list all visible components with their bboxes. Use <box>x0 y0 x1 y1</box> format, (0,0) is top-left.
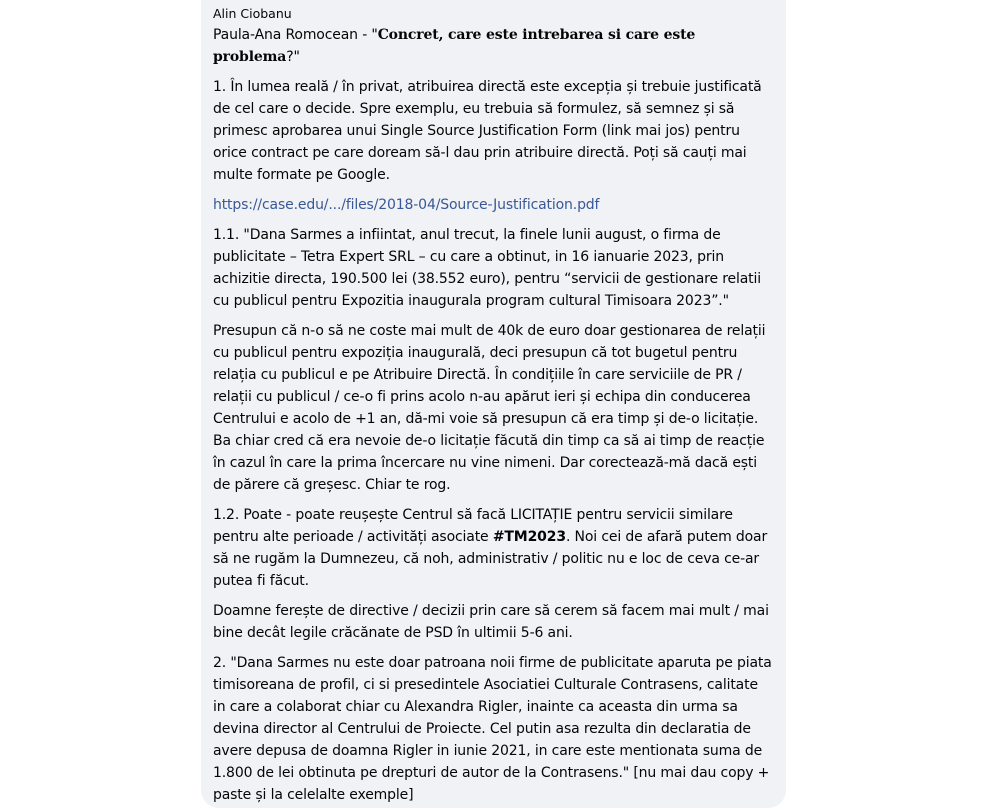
paragraph-presupun: Presupun că n-o să ne coste mai mult de 40k de euro doar gestionarea de relații cu publicul pentru expoziția inaugurală, deci presupun că tot bugetul pentru relația cu publicul e pe Atribuire Directă. În condițiile în care serviciile de PR / relații cu publicul / ce-o fi prins acolo n-au apărut ieri și echipa din conducerea Centrului e acolo de +1 an, dă-mi voie să presupun că era timp și de-o licitație. Ba chiar cred că era nevoie de-o licitație făcută din timp ca să ai timp de reacție în cazul în care la prima încercare nu vine nimeni. Dar corectează-mă dacă ești de părere că greșesc. Chiar te rog. <box>213 323 766 493</box>
link-paragraph <box>213 194 774 216</box>
quote-suffix: ?" <box>286 49 300 65</box>
paragraph-1-2-after: . Noi cei de afară putem doar să ne rugăm la Dumnezeu, că noh, administrativ / politic nu e loc de ceva ce-ar putea fi făcut. <box>213 529 768 589</box>
paragraph-1-2-before: 1.2. Poate - poate reușește Centrul să facă LICITAȚIE pentru servicii similare pentru alte perioade / activități asociate <box>213 507 733 545</box>
quote-prefix: Paula-Ana Romocean - " <box>213 27 378 43</box>
paragraph-1: 1. În lumea reală / în privat, atribuirea directă este excepția și trebuie justificată de cel care o decide. Spre exemplu, eu trebuia să formulez, să semnez și să primesc aprobarea unui Single Source Justification Form (link mai jos) pentru orice contract pe care doream să-l dau prin atribuire directă. Poți să cauți mai multe formate pe Google. <box>213 79 762 183</box>
hashtag-tm2023[interactable]: #TM2023 <box>492 529 566 545</box>
quoted-question <box>213 24 774 68</box>
source-justification-link[interactable]: https://case.edu/.../files/2018-04/Source-Justification.pdf <box>213 197 600 213</box>
quote-bold-text: Concret, care este intrebarea si care este problema <box>213 27 696 65</box>
paragraph-2: 2. "Dana Sarmes nu este doar patroana noii firme de publicitate aparuta pe piata timisoreana de profil, ci si presedintele Asociatiei Culturale Contrasens, calitate in care a colaborat chiar cu Alexandra Rigler, inainte ca aceasta din urma sa devina director al Centrului de Proiecte. Cel putin asa rezulta din declaratia de avere depusa de doamna Rigler in iunie 2021, in care este mentionata suma de 1.800 de lei obtinuta pe drepturi de autor de la Contrasens." [nu mai dau copy + paste și la celelalte exemple] <box>213 655 772 803</box>
comment-author[interactable]: Alin Ciobanu <box>213 6 292 21</box>
paragraph-1-1: 1.1. "Dana Sarmes a infiintat, anul trecut, la finele lunii august, o firma de publicitate – Tetra Expert SRL – cu care a obtinut, in 16 ianuarie 2023, prin achizitie directa, 190.500 lei (38.552 euro), pentru “servicii de gestionare relatii cu publicul pentru Expozitia inaugurala program cultural Timisoara 2023”." <box>213 227 761 309</box>
paragraph-1-2 <box>213 504 774 592</box>
comment-bubble <box>201 0 786 808</box>
paragraph-doamne: Doamne ferește de directive / decizii prin care să cerem să facem mai mult / mai bine decât legile crăcănate de PSD în ultimii 5-6 ani. <box>213 603 769 641</box>
